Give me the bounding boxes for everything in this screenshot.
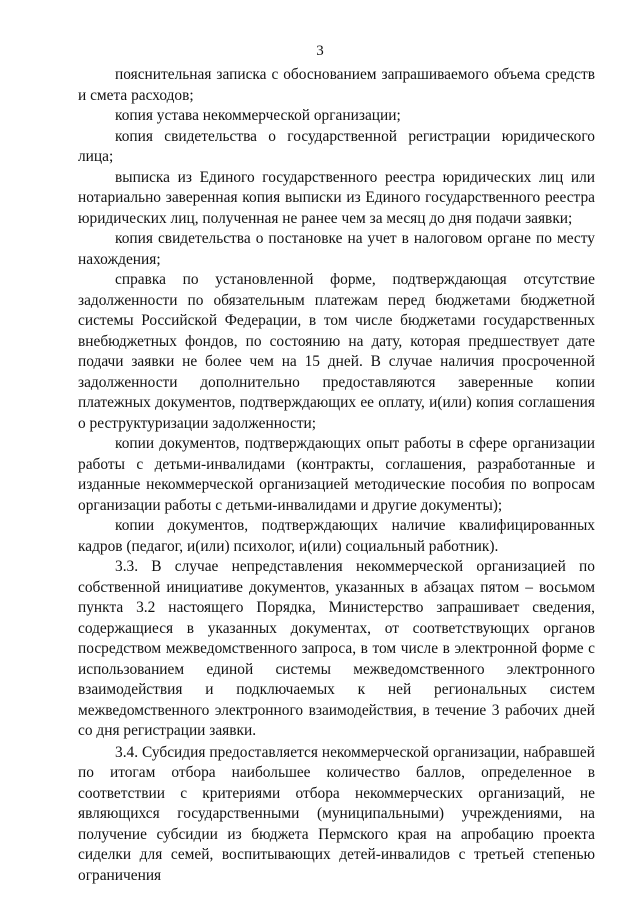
paragraph-section-3-3: 3.3. В случае непредставления некоммерческой организацией по собственной инициативе документов, указанных в абзацах пятом – восьмом пункта 3.2 настоящего Порядка, Министерство запрашивает сведения, содержащиеся в указанных документах, от соответствующих органов посредством межведомственного запроса, в том числе в электронной форме с использованием единой системы межведомственного электронного взаимодействия и подключаемых к ней региональных систем межведомственного электронного взаимодействия, в течение 3 рабочих дней со дня регистрации заявки.: [78, 558, 595, 739]
paragraph-debt-certificate: справка по установленной форме, подтверждающая отсутствие задолженности по обязательным платежам перед бюджетами бюджетной системы Российской Федерации, в том числе бюджетами государственных внебюджетных фондов, по состоянию на дату, которая предшествует дате подачи заявки не более чем на 15 дней. В случае наличия просроченной задолженности дополнительно предоставляются заверенные копии платежных документов, подтверждающих ее оплату, и(или) копия соглашения о реструктуризации задолженности;: [78, 271, 595, 432]
paragraph-qualified-staff: копии документов, подтверждающих наличие квалифицированных кадров (педагог, и(или) психолог, и(или) социальный работник).: [78, 517, 595, 555]
paragraph-explanatory-note: пояснительная записка с обоснованием запрашиваемого объема средств и смета расходов;: [78, 66, 595, 104]
paragraph-section-3-4: 3.4. Субсидия предоставляется некоммерческой организации, набравшей по итогам отбора наибольшее количество баллов, определенное в соответствии с критериями отбора некоммерческих организаций, не являющихся государственными (муниципальными) учреждениями, на получение субсидии из бюджета Пермского края на апробацию проекта сиделки для семей, воспитывающих детей-инвалидов с третьей степенью ограничения: [78, 743, 595, 884]
paragraph-tax-registration: копия свидетельства о постановке на учет в налоговом органе по месту нахождения;: [78, 230, 595, 268]
paragraph-registration-certificate: копия свидетельства о государственной регистрации юридического лица;: [78, 127, 595, 165]
paragraph-experience-documents: копии документов, подтверждающих опыт работы в сфере организации работы с детьми-инвалидами (контракты, соглашения, разработанные и изданные некоммерческой организацией методические пособия по вопросам организации работы с детьми-инвалидами и другие документы);: [78, 435, 595, 514]
paragraph-charter-copy: копия устава некоммерческой организации;: [115, 107, 401, 124]
paragraph-registry-extract: выписка из Единого государственного реестра юридических лиц или нотариально заверенная копия выписки из Единого государственного реестра юридических лиц, полученная не ранее чем за месяц до дня подачи заявки;: [78, 168, 595, 227]
document-body: [78, 65, 595, 886]
page-number: 3: [316, 43, 324, 59]
